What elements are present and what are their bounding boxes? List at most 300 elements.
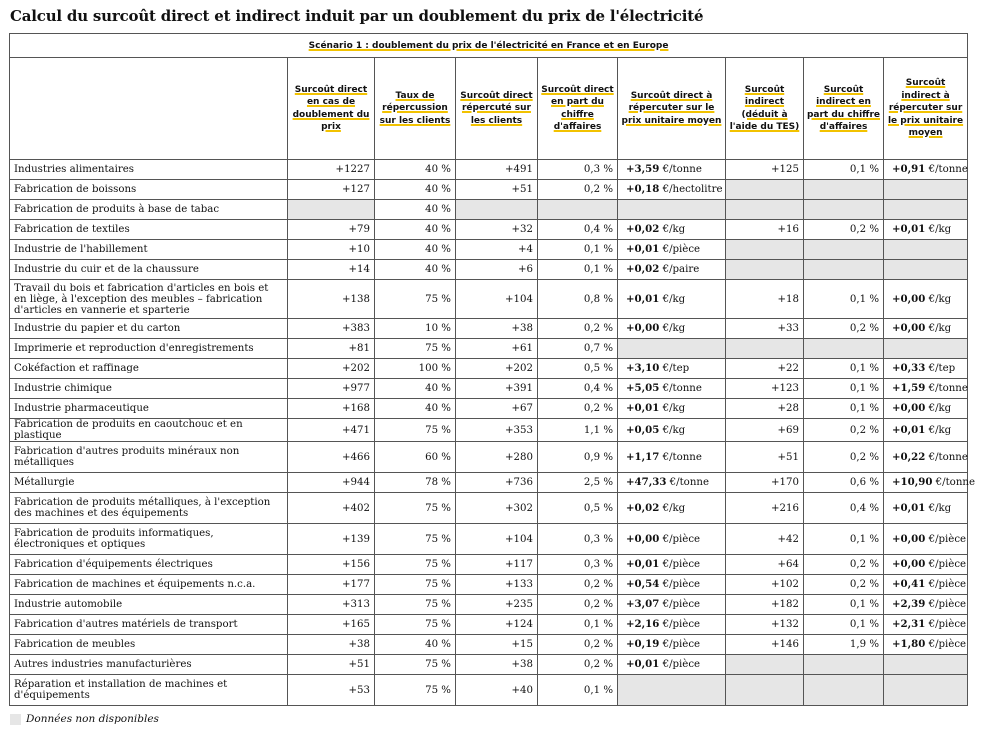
indirect-cost-cell: +182 (726, 595, 804, 615)
indirect-cost-cell: +69 (726, 419, 804, 442)
table-row (10, 419, 968, 442)
direct-unit-price-cell (618, 359, 726, 379)
pass-through-rate-cell: 75 % (375, 615, 456, 635)
direct-unit-price-cell (618, 655, 726, 675)
indirect-share-cell: 0,6 % (804, 473, 884, 493)
direct-unit-price-cell-unit: €/pièce (659, 533, 701, 545)
direct-unit-price-cell (618, 379, 726, 399)
indirect-share-cell (804, 200, 884, 220)
table-row (10, 359, 968, 379)
passed-cost-cell: +491 (456, 160, 538, 180)
column-header (884, 58, 968, 160)
pass-through-rate-cell: 75 % (375, 493, 456, 524)
direct-share-cell: 1,1 % (538, 419, 618, 442)
column-header-label: Taux de répercussion sur les clients (379, 90, 451, 126)
direct-share-cell (538, 200, 618, 220)
sector-name: Fabrication d'autres matériels de transport (10, 615, 288, 635)
indirect-unit-price-cell (884, 319, 968, 339)
indirect-unit-price-cell-value: +0,91 (892, 163, 926, 175)
indirect-unit-price-cell (884, 442, 968, 473)
passed-cost-cell: +202 (456, 359, 538, 379)
passed-cost-cell: +235 (456, 595, 538, 615)
column-header (538, 58, 618, 160)
direct-cost-cell: +139 (288, 524, 375, 555)
indirect-share-cell (804, 180, 884, 200)
indirect-cost-cell: +132 (726, 615, 804, 635)
sector-name: Industrie chimique (10, 379, 288, 399)
header-sector (10, 58, 288, 160)
direct-unit-price-cell-unit: €/hectolitre (659, 184, 723, 195)
column-header-label: Surcoût direct en part du chiffre d'affaires (541, 84, 614, 132)
passed-cost-cell: +6 (456, 260, 538, 280)
passed-cost-cell (456, 200, 538, 220)
sector-name: Travail du bois et fabrication d'articles en bois et en liège, à l'exception des meubles – fabrication d'articles en vannerie et sparterie (10, 280, 288, 319)
direct-share-cell: 0,3 % (538, 160, 618, 180)
legend (10, 713, 159, 725)
indirect-cost-cell: +170 (726, 473, 804, 493)
indirect-unit-price-cell-unit: €/kg (925, 502, 952, 514)
column-header (804, 58, 884, 160)
direct-unit-price-cell-unit: €/pièce (659, 639, 701, 650)
indirect-unit-price-cell-unit: €/pièce (925, 579, 967, 590)
direct-unit-price-cell-value: +3,07 (626, 598, 660, 610)
direct-unit-price-cell (618, 524, 726, 555)
direct-cost-cell (288, 200, 375, 220)
direct-share-cell: 0,2 % (538, 319, 618, 339)
direct-unit-price-cell (618, 615, 726, 635)
table-row (10, 595, 968, 615)
indirect-unit-price-cell (884, 359, 968, 379)
sector-name: Fabrication de boissons (10, 180, 288, 200)
indirect-share-cell: 0,1 % (804, 595, 884, 615)
indirect-cost-cell: +33 (726, 319, 804, 339)
indirect-unit-price-cell (884, 180, 968, 200)
direct-unit-price-cell (618, 555, 726, 575)
direct-unit-price-cell-value: +0,54 (626, 578, 660, 590)
direct-cost-cell: +79 (288, 220, 375, 240)
sector-name: Imprimerie et reproduction d'enregistrements (10, 339, 288, 359)
direct-share-cell: 0,2 % (538, 595, 618, 615)
direct-cost-cell: +466 (288, 442, 375, 473)
indirect-unit-price-cell (884, 473, 975, 493)
column-header (726, 58, 804, 160)
direct-share-cell: 0,5 % (538, 493, 618, 524)
pass-through-rate-cell: 40 % (375, 379, 456, 399)
column-header-row (10, 58, 968, 160)
direct-unit-price-cell-value: +0,18 (626, 183, 660, 195)
indirect-share-cell: 0,1 % (804, 379, 884, 399)
indirect-share-cell: 0,2 % (804, 419, 884, 442)
pass-through-rate-cell: 75 % (375, 555, 456, 575)
indirect-cost-cell: +22 (726, 359, 804, 379)
indirect-cost-cell: +123 (726, 379, 804, 399)
indirect-cost-cell: +102 (726, 575, 804, 595)
pass-through-rate-cell: 75 % (375, 339, 456, 359)
direct-unit-price-cell-value: +0,01 (626, 243, 660, 255)
sector-name: Industrie du cuir et de la chaussure (10, 260, 288, 280)
indirect-cost-cell: +28 (726, 399, 804, 419)
pass-through-rate-cell: 40 % (375, 260, 456, 280)
direct-unit-price-cell-unit: €/kg (659, 502, 686, 514)
direct-unit-price-cell-value: +3,10 (626, 362, 660, 374)
indirect-unit-price-cell-unit: €/pièce (925, 599, 967, 610)
sector-name: Fabrication d'autres produits minéraux non métalliques (10, 442, 288, 473)
indirect-unit-price-cell (884, 524, 968, 555)
sector-name: Industrie de l'habillement (10, 240, 288, 260)
indirect-unit-price-cell (884, 280, 968, 319)
table-row (10, 655, 968, 675)
indirect-cost-cell (726, 260, 804, 280)
direct-unit-price-cell-unit: €/tonne (666, 477, 709, 488)
direct-unit-price-cell-value: +47,33 (626, 476, 667, 488)
passed-cost-cell: +61 (456, 339, 538, 359)
direct-share-cell: 0,1 % (538, 260, 618, 280)
indirect-cost-cell: +216 (726, 493, 804, 524)
direct-unit-price-cell-unit: €/pièce (659, 619, 701, 630)
indirect-share-cell: 0,2 % (804, 442, 884, 473)
pass-through-rate-cell: 60 % (375, 442, 456, 473)
indirect-unit-price-cell-unit: €/tonne (932, 477, 975, 488)
pass-through-rate-cell: 75 % (375, 655, 456, 675)
indirect-share-cell: 1,9 % (804, 635, 884, 655)
sector-name: Fabrication d'équipements électriques (10, 555, 288, 575)
direct-unit-price-cell (618, 473, 726, 493)
passed-cost-cell: +104 (456, 524, 538, 555)
direct-unit-price-cell (618, 240, 726, 260)
column-header-label: Surcoût direct répercuté sur les clients (460, 90, 533, 126)
table-row (10, 493, 968, 524)
direct-cost-cell: +53 (288, 675, 375, 706)
table-row (10, 319, 968, 339)
table-row (10, 160, 968, 180)
direct-unit-price-cell-value: +5,05 (626, 382, 660, 394)
column-header-label: Surcoût indirect en part du chiffre d'affaires (806, 84, 881, 132)
indirect-unit-price-cell (884, 339, 968, 359)
indirect-unit-price-cell (884, 200, 968, 220)
indirect-share-cell: 0,2 % (804, 319, 884, 339)
indirect-unit-price-cell-unit: €/pièce (925, 559, 967, 570)
direct-unit-price-cell-unit: €/kg (659, 424, 686, 436)
direct-share-cell: 0,3 % (538, 524, 618, 555)
indirect-unit-price-cell-value: +0,00 (892, 322, 926, 334)
indirect-unit-price-cell (884, 399, 968, 419)
direct-unit-price-cell (618, 419, 726, 442)
indirect-unit-price-cell-unit: €/kg (925, 424, 952, 436)
direct-unit-price-cell (618, 339, 726, 359)
passed-cost-cell: +280 (456, 442, 538, 473)
direct-unit-price-cell-value: +0,02 (626, 223, 660, 235)
indirect-share-cell (804, 675, 884, 706)
direct-share-cell: 0,1 % (538, 240, 618, 260)
passed-cost-cell: +104 (456, 280, 538, 319)
indirect-unit-price-cell (884, 655, 968, 675)
direct-unit-price-cell (618, 575, 726, 595)
direct-unit-price-cell (618, 160, 726, 180)
table-row (10, 260, 968, 280)
direct-unit-price-cell-unit: €/pièce (659, 599, 701, 610)
passed-cost-cell: +15 (456, 635, 538, 655)
direct-share-cell: 0,8 % (538, 280, 618, 319)
direct-cost-cell: +1227 (288, 160, 375, 180)
pass-through-rate-cell: 40 % (375, 399, 456, 419)
direct-cost-cell: +402 (288, 493, 375, 524)
direct-cost-cell: +10 (288, 240, 375, 260)
direct-unit-price-cell-value: +0,01 (626, 558, 660, 570)
direct-unit-price-cell (618, 675, 726, 706)
indirect-unit-price-cell-value: +0,01 (892, 223, 926, 235)
table-row (10, 240, 968, 260)
direct-cost-cell: +471 (288, 419, 375, 442)
indirect-unit-price-cell-value: +0,33 (892, 362, 926, 374)
direct-cost-cell: +38 (288, 635, 375, 655)
direct-share-cell: 0,1 % (538, 615, 618, 635)
scenario-label: Scénario 1 : doublement du prix de l'électricité en France et en Europe (308, 40, 669, 51)
column-header-label: Surcoût direct en cas de doublement du prix (292, 84, 370, 132)
data-table (9, 33, 975, 706)
table-body (10, 160, 975, 706)
direct-unit-price-cell-value: +0,19 (626, 638, 660, 650)
indirect-share-cell (804, 240, 884, 260)
indirect-unit-price-cell (884, 379, 968, 399)
direct-cost-cell: +51 (288, 655, 375, 675)
pass-through-rate-cell: 10 % (375, 319, 456, 339)
indirect-cost-cell: +64 (726, 555, 804, 575)
indirect-unit-price-cell-unit: €/kg (925, 403, 952, 414)
indirect-share-cell (804, 260, 884, 280)
pass-through-rate-cell: 40 % (375, 200, 456, 220)
table-row (10, 524, 968, 555)
table-row (10, 379, 968, 399)
sector-name: Industries alimentaires (10, 160, 288, 180)
indirect-unit-price-cell (884, 635, 968, 655)
indirect-cost-cell (726, 180, 804, 200)
sector-name: Fabrication de produits en caoutchouc et en plastique (10, 419, 288, 442)
table-row (10, 200, 968, 220)
table-row (10, 399, 968, 419)
sector-name: Réparation et installation de machines et d'équipements (10, 675, 288, 706)
passed-cost-cell: +133 (456, 575, 538, 595)
indirect-unit-price-cell-value: +0,41 (892, 578, 926, 590)
pass-through-rate-cell: 40 % (375, 220, 456, 240)
indirect-unit-price-cell-unit: €/tonne (925, 451, 968, 463)
direct-unit-price-cell (618, 399, 726, 419)
indirect-share-cell: 0,4 % (804, 493, 884, 524)
passed-cost-cell: +124 (456, 615, 538, 635)
direct-unit-price-cell (618, 493, 726, 524)
indirect-share-cell: 0,1 % (804, 399, 884, 419)
indirect-unit-price-cell-value: +2,31 (892, 618, 926, 630)
pass-through-rate-cell: 75 % (375, 419, 456, 442)
sector-name: Industrie automobile (10, 595, 288, 615)
indirect-unit-price-cell-unit: €/pièce (925, 533, 967, 545)
direct-unit-price-cell-value: +0,01 (626, 402, 660, 414)
direct-unit-price-cell-unit: €/kg (659, 403, 686, 414)
direct-unit-price-cell (618, 180, 726, 200)
pass-through-rate-cell: 40 % (375, 160, 456, 180)
indirect-share-cell: 0,2 % (804, 555, 884, 575)
table-row (10, 180, 968, 200)
pass-through-rate-cell: 75 % (375, 280, 456, 319)
indirect-unit-price-cell (884, 615, 968, 635)
table-row (10, 220, 968, 240)
indirect-cost-cell (726, 655, 804, 675)
indirect-unit-price-cell-value: +10,90 (892, 476, 933, 488)
indirect-unit-price-cell-unit: €/tonne (925, 164, 968, 175)
indirect-unit-price-cell (884, 160, 968, 180)
table-row (10, 339, 968, 359)
indirect-share-cell: 0,1 % (804, 359, 884, 379)
direct-unit-price-cell (618, 260, 726, 280)
indirect-unit-price-cell-value: +1,59 (892, 382, 926, 394)
passed-cost-cell: +32 (456, 220, 538, 240)
column-header (618, 58, 726, 160)
indirect-share-cell (804, 339, 884, 359)
sector-name: Autres industries manufacturières (10, 655, 288, 675)
indirect-share-cell: 0,2 % (804, 575, 884, 595)
direct-unit-price-cell-value: +0,02 (626, 501, 660, 514)
passed-cost-cell: +117 (456, 555, 538, 575)
direct-share-cell: 0,4 % (538, 220, 618, 240)
indirect-cost-cell (726, 240, 804, 260)
indirect-unit-price-cell (884, 555, 968, 575)
indirect-unit-price-cell (884, 595, 968, 615)
indirect-cost-cell (726, 675, 804, 706)
sector-name: Cokéfaction et raffinage (10, 359, 288, 379)
direct-share-cell: 0,2 % (538, 180, 618, 200)
table-row (10, 555, 968, 575)
passed-cost-cell: +51 (456, 180, 538, 200)
indirect-cost-cell: +42 (726, 524, 804, 555)
table-row (10, 442, 968, 473)
direct-unit-price-cell-unit: €/pièce (659, 559, 701, 570)
direct-unit-price-cell-unit: €/kg (659, 224, 686, 235)
passed-cost-cell: +4 (456, 240, 538, 260)
pass-through-rate-cell: 75 % (375, 575, 456, 595)
direct-share-cell: 0,4 % (538, 379, 618, 399)
direct-unit-price-cell-unit: €/pièce (659, 579, 701, 590)
direct-share-cell: 0,5 % (538, 359, 618, 379)
direct-cost-cell: +177 (288, 575, 375, 595)
indirect-unit-price-cell-unit: €/pièce (925, 639, 967, 650)
passed-cost-cell: +67 (456, 399, 538, 419)
indirect-share-cell: 0,2 % (804, 220, 884, 240)
indirect-unit-price-cell (884, 240, 968, 260)
pass-through-rate-cell: 75 % (375, 675, 456, 706)
direct-unit-price-cell-unit: €/kg (659, 293, 686, 305)
direct-unit-price-cell-unit: €/tonne (659, 164, 702, 175)
legend-swatch (10, 714, 21, 725)
sector-name: Fabrication de produits à base de tabac (10, 200, 288, 220)
sector-name: Fabrication de textiles (10, 220, 288, 240)
indirect-share-cell: 0,1 % (804, 615, 884, 635)
direct-unit-price-cell-value: +0,02 (626, 263, 660, 275)
direct-unit-price-cell-unit: €/kg (659, 323, 686, 334)
direct-cost-cell: +202 (288, 359, 375, 379)
passed-cost-cell: +40 (456, 675, 538, 706)
indirect-unit-price-cell-value: +2,39 (892, 598, 926, 610)
pass-through-rate-cell: 75 % (375, 524, 456, 555)
direct-share-cell: 0,2 % (538, 635, 618, 655)
indirect-unit-price-cell (884, 493, 968, 524)
direct-unit-price-cell-value: +2,16 (626, 618, 660, 630)
indirect-share-cell: 0,1 % (804, 280, 884, 319)
column-header-label: Surcoût indirect à répercuter sur le prix unitaire moyen (887, 78, 964, 139)
direct-unit-price-cell-unit: €/pièce (659, 659, 701, 670)
pass-through-rate-cell: 40 % (375, 240, 456, 260)
indirect-unit-price-cell-value: +0,01 (892, 501, 926, 514)
direct-cost-cell: +127 (288, 180, 375, 200)
table-row (10, 575, 968, 595)
indirect-cost-cell: +146 (726, 635, 804, 655)
sector-name: Industrie du papier et du carton (10, 319, 288, 339)
indirect-cost-cell (726, 339, 804, 359)
direct-unit-price-cell-value: +0,01 (626, 658, 660, 670)
direct-cost-cell: +313 (288, 595, 375, 615)
direct-cost-cell: +138 (288, 280, 375, 319)
legend-label: Données non disponibles (26, 713, 159, 725)
indirect-share-cell: 0,1 % (804, 524, 884, 555)
direct-unit-price-cell (618, 319, 726, 339)
direct-unit-price-cell-value: +0,05 (626, 423, 660, 436)
passed-cost-cell: +353 (456, 419, 538, 442)
sector-name: Fabrication de machines et équipements n.c.a. (10, 575, 288, 595)
sector-name: Industrie pharmaceutique (10, 399, 288, 419)
direct-unit-price-cell-unit: €/tonne (659, 383, 702, 394)
indirect-cost-cell (726, 200, 804, 220)
indirect-cost-cell: +51 (726, 442, 804, 473)
pass-through-rate-cell: 78 % (375, 473, 456, 493)
direct-unit-price-cell (618, 280, 726, 319)
table-row (10, 675, 968, 706)
direct-share-cell: 0,9 % (538, 442, 618, 473)
table-row (10, 473, 968, 493)
direct-unit-price-cell (618, 220, 726, 240)
passed-cost-cell: +38 (456, 655, 538, 675)
indirect-unit-price-cell (884, 220, 968, 240)
direct-share-cell: 0,2 % (538, 575, 618, 595)
pass-through-rate-cell: 40 % (375, 635, 456, 655)
indirect-unit-price-cell (884, 260, 968, 280)
direct-unit-price-cell (618, 200, 726, 220)
direct-share-cell: 0,1 % (538, 675, 618, 706)
direct-cost-cell: +977 (288, 379, 375, 399)
direct-unit-price-cell-value: +3,59 (626, 163, 660, 175)
direct-share-cell: 2,5 % (538, 473, 618, 493)
sector-name: Fabrication de meubles (10, 635, 288, 655)
direct-unit-price-cell-value: +0,00 (626, 322, 660, 334)
table-row (10, 635, 968, 655)
indirect-unit-price-cell-unit: €/kg (925, 323, 952, 334)
indirect-unit-price-cell (884, 675, 968, 706)
direct-unit-price-cell (618, 635, 726, 655)
direct-unit-price-cell (618, 595, 726, 615)
column-header-label: Surcoût direct à répercuter sur le prix unitaire moyen (621, 90, 722, 126)
pass-through-rate-cell: 100 % (375, 359, 456, 379)
indirect-unit-price-cell-unit: €/tonne (925, 383, 968, 394)
sector-name: Fabrication de produits métalliques, à l'exception des machines et des équipements (10, 493, 288, 524)
passed-cost-cell: +38 (456, 319, 538, 339)
indirect-unit-price-cell-value: +0,00 (892, 532, 926, 545)
direct-cost-cell: +383 (288, 319, 375, 339)
page-title: Calcul du surcoût direct et indirect induit par un doublement du prix de l'électricité (10, 7, 704, 25)
indirect-unit-price-cell-unit: €/tep (925, 363, 956, 374)
indirect-unit-price-cell-value: +0,00 (892, 292, 926, 305)
direct-unit-price-cell-unit: €/paire (659, 264, 700, 275)
direct-share-cell: 0,7 % (538, 339, 618, 359)
direct-unit-price-cell-unit: €/pièce (659, 244, 701, 255)
direct-unit-price-cell-value: +1,17 (626, 450, 660, 463)
indirect-cost-cell: +125 (726, 160, 804, 180)
